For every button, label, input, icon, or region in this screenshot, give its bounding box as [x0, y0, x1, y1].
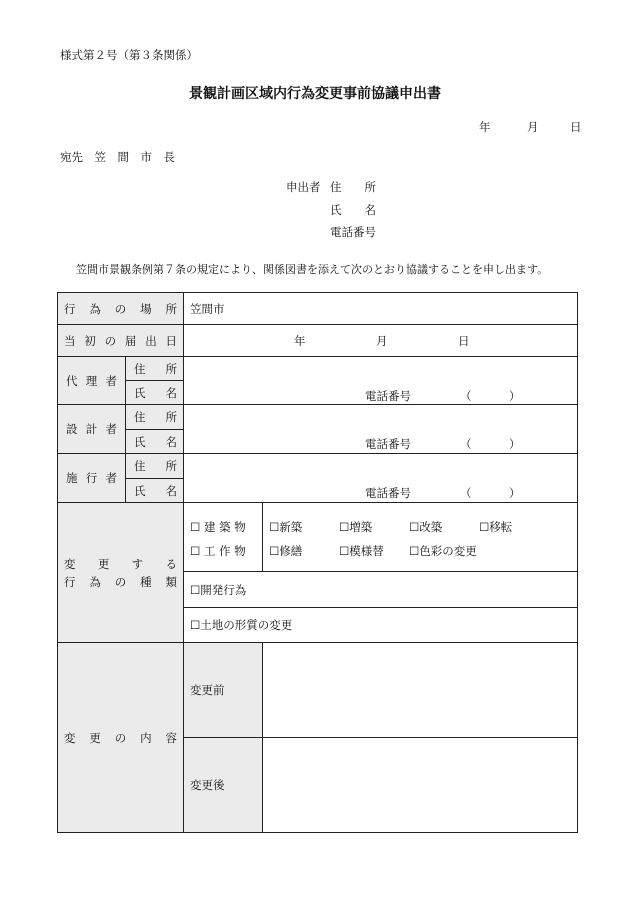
- applicant-label: 申出者: [286, 180, 321, 194]
- addressee: 宛先 笠 間 市 長: [60, 150, 175, 164]
- location-value-cell[interactable]: [184, 293, 578, 325]
- initial-notice-month: 月: [376, 334, 388, 348]
- before-content-cell[interactable]: [263, 643, 578, 738]
- option-land-change[interactable]: ☐土地の形質の変更: [190, 618, 293, 632]
- option-new-construction[interactable]: ☐新築: [269, 520, 303, 534]
- development-cell: [184, 572, 578, 608]
- intro-text: 笠間市景観条例第７条の規定により、関係図書を添えて次のとおり協議することを申し出ます。: [76, 263, 549, 276]
- form-number: 様式第２号（第３条関係）: [60, 48, 198, 62]
- option-remodel[interactable]: ☐模様替: [339, 544, 384, 558]
- initial-notice-label: 当 初 の 届 出 日: [64, 333, 177, 348]
- change-type-label-cell: [58, 503, 184, 643]
- option-repair[interactable]: ☐修繕: [269, 544, 303, 558]
- agent-phone-paren-close: ）: [509, 389, 521, 403]
- agent-name-label: 氏 名: [134, 385, 177, 400]
- building-structure-cell: [184, 503, 263, 572]
- designer-phone-paren-open: （: [460, 437, 472, 451]
- agent-info-cell[interactable]: [184, 357, 578, 405]
- applicant-name-label: 氏 名: [330, 203, 376, 217]
- date-year: 年: [479, 120, 491, 134]
- change-type-label: 変 更 す る 行 為 の 種 類: [64, 556, 177, 589]
- contractor-name-label: 氏 名: [134, 483, 177, 498]
- contractor-label: 施 行 者: [66, 471, 117, 485]
- location-value: 笠間市: [190, 301, 225, 316]
- option-relocation[interactable]: ☐移転: [479, 520, 513, 534]
- initial-notice-date-cell[interactable]: [184, 325, 578, 357]
- designer-phone-paren-close: ）: [509, 437, 521, 451]
- contractor-phone-paren-open: （: [460, 486, 472, 500]
- application-form-table: [57, 292, 578, 833]
- before-label-cell: [184, 643, 263, 738]
- agent-label-cell: [58, 357, 126, 405]
- option-reconstruction[interactable]: ☐改築: [409, 520, 443, 534]
- designer-name-label: 氏 名: [134, 434, 177, 449]
- agent-address-label-cell: [126, 357, 184, 381]
- change-content-label-cell: [58, 643, 184, 833]
- page-title: 景観計画区域内行為変更事前協議申出書: [189, 86, 441, 102]
- agent-name-label-cell: [126, 381, 184, 405]
- structure-checkbox[interactable]: ☐ 工 作 物: [190, 544, 246, 558]
- after-label: 変更後: [190, 778, 225, 792]
- after-label-cell: [184, 738, 263, 833]
- applicant-phone-label: 電話番号: [330, 225, 376, 239]
- change-options-cell: [263, 503, 578, 572]
- designer-info-cell[interactable]: [184, 405, 578, 454]
- contractor-name-label-cell: [126, 479, 184, 503]
- designer-phone-label: 電話番号: [365, 437, 411, 451]
- after-content-cell[interactable]: [263, 738, 578, 833]
- agent-label: 代 理 者: [66, 373, 117, 388]
- before-label: 変更前: [190, 683, 225, 697]
- change-content-label: 変 更 の 内 容: [64, 730, 177, 745]
- contractor-info-cell[interactable]: [184, 454, 578, 503]
- initial-notice-label-cell: [58, 325, 184, 357]
- contractor-address-label: 住 所: [134, 459, 177, 473]
- contractor-address-label-cell: [126, 454, 184, 479]
- agent-phone-label: 電話番号: [365, 389, 411, 403]
- agent-address-label: 住 所: [134, 361, 177, 376]
- initial-notice-year: 年: [294, 334, 306, 348]
- designer-label: 設 計 者: [66, 422, 117, 436]
- designer-address-label: 住 所: [134, 410, 177, 424]
- designer-name-label-cell: [126, 430, 184, 454]
- option-extension[interactable]: ☐増築: [339, 520, 373, 534]
- initial-notice-day: 日: [458, 334, 470, 348]
- location-label-cell: [58, 293, 184, 325]
- building-checkbox[interactable]: ☐ 建 築 物: [190, 520, 246, 534]
- applicant-address-label: 住 所: [330, 180, 376, 194]
- contractor-phone-paren-close: ）: [509, 486, 521, 500]
- location-label: 行 為 の 場 所: [64, 301, 177, 316]
- contractor-phone-label: 電話番号: [365, 486, 411, 500]
- date-month: 月: [527, 120, 539, 134]
- land-change-cell: [184, 608, 578, 643]
- agent-phone-paren-open: （: [460, 389, 472, 403]
- option-color-change[interactable]: ☐色彩の変更: [409, 544, 477, 558]
- designer-address-label-cell: [126, 405, 184, 430]
- date-day: 日: [570, 120, 582, 134]
- option-development[interactable]: ☐開発行為: [190, 582, 247, 597]
- designer-label-cell: [58, 405, 126, 454]
- contractor-label-cell: [58, 454, 126, 503]
